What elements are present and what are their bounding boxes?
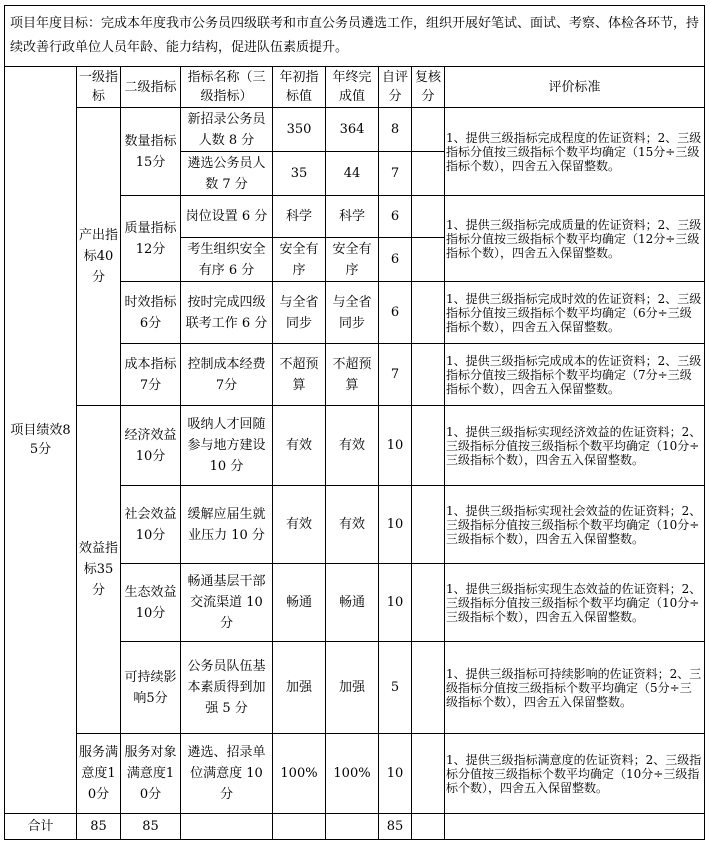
self-score-cell: 8 [379,108,412,152]
total-target [273,814,326,840]
name-cell: 控制成本经费 7分 [181,344,273,406]
self-score-cell: 6 [379,196,412,238]
target-cell: 有效 [273,406,326,486]
review-score-cell [412,564,445,642]
actual-cell: 有效 [326,486,379,564]
criteria-cell: 1、提供三级指标完成成本的佐证资料；2、三级指标分值按三级指标个数平均确定（7分÷三级指标个数），四舍五入保留整数。 [445,344,705,406]
level2-cell: 服务对象满意度10分 [121,734,181,814]
name-cell: 岗位设置 6 分 [181,196,273,238]
actual-cell: 安全有序 [326,238,379,282]
review-score-cell [412,282,445,344]
self-score-cell: 10 [379,486,412,564]
level1-satisfaction: 服务满意度10分 [77,734,121,814]
self-score-cell: 10 [379,564,412,642]
level1-output: 产出指标40分 [77,108,121,406]
total-actual [326,814,379,840]
criteria-cell: 1、提供三级指标可持续影响的佐证资料；2、三级指标分值按三级指标个数平均确定（5分÷三级指标个数），四舍五入保留整数。 [445,642,705,734]
name-cell: 按时完成四级联考工作 6 分 [181,282,273,344]
header-review-score: 复核分 [412,67,445,108]
table-row [5,108,705,152]
target-cell: 有效 [273,486,326,564]
review-score-cell [412,344,445,406]
level1-benefit: 效益指标35分 [77,406,121,734]
total-name [181,814,273,840]
target-cell: 科学 [273,196,326,238]
actual-cell: 44 [326,152,379,196]
name-cell: 遴选、招录单位满意度 10 分 [181,734,273,814]
level2-cell: 质量指标12分 [121,196,181,282]
header-row [5,67,705,108]
target-cell: 加强 [273,642,326,734]
name-cell: 公务员队伍基本素质得到加强 5 分 [181,642,273,734]
name-cell: 考生组织安全有序 6 分 [181,238,273,282]
criteria-cell: 1、提供三级指标完成程度的佐证资料；2、三级指标分值按三级指标个数平均确定（15分÷三级指标个数），四舍五入保留整数。 [445,108,705,196]
name-cell: 吸纳人才回随参与地方建设 10 分 [181,406,273,486]
self-score-cell: 6 [379,238,412,282]
criteria-cell: 1、提供三级指标实现社会效益的佐证资料；2、三级指标分值按三级指标个数平均确定（10分÷三级指标个数），四舍五入保留整数。 [445,486,705,564]
criteria-cell: 1、提供三级指标完成质量的佐证资料；2、三级指标分值按三级指标个数平均确定（12分÷三级指标个数），四舍五入保留整数。 [445,196,705,282]
total-level1: 85 [77,814,121,840]
header-criteria: 评价标准 [445,67,705,108]
review-score-cell [412,152,445,196]
review-score-cell [412,196,445,238]
review-score-cell [412,734,445,814]
review-score-cell [412,108,445,152]
review-score-cell [412,406,445,486]
header-target: 年初指标值 [273,67,326,108]
category-cell: 项目绩效85分 [5,67,77,814]
total-criteria [445,814,705,840]
self-score-cell: 6 [379,282,412,344]
target-cell: 35 [273,152,326,196]
name-cell: 新招录公务员人数 8 分 [181,108,273,152]
criteria-cell: 1、提供三级指标满意度的佐证资料；2、三级指标分值按三级指标个数平均确定（10分÷三级指标个数），四舍五入保留整数。 [445,734,705,814]
level2-cell: 数量指标15分 [121,108,181,196]
header-level1: 一级指标 [77,67,121,108]
total-row [5,814,705,840]
total-self-score: 85 [379,814,412,840]
target-cell: 100% [273,734,326,814]
criteria-cell: 1、提供三级指标实现生态效益的佐证资料；2、三级指标分值按三级指标个数平均确定（10分÷三级指标个数），四舍五入保留整数。 [445,564,705,642]
target-cell: 畅通 [273,564,326,642]
level2-cell: 成本指标7分 [121,344,181,406]
self-score-cell: 7 [379,152,412,196]
self-score-cell: 10 [379,406,412,486]
project-goal: 项目年度目标：完成本年度我市公务员四级联考和市直公务员遴选工作，组织开展好笔试、面试、考察、体检各环节，持续改善行政单位人员年龄、能力结构，促进队伍素质提升。 [5,6,705,67]
actual-cell: 科学 [326,196,379,238]
review-score-cell [412,642,445,734]
total-label: 合计 [5,814,77,840]
actual-cell: 有效 [326,406,379,486]
self-score-cell: 7 [379,344,412,406]
criteria-cell: 1、提供三级指标实现经济效益的佐证资料；2、三级指标分值按三级指标个数平均确定（10分÷三级指标个数），四舍五入保留整数。 [445,406,705,486]
review-score-cell [412,238,445,282]
target-cell: 安全有序 [273,238,326,282]
self-score-cell: 5 [379,642,412,734]
level2-cell: 生态效益10分 [121,564,181,642]
level2-cell: 时效指标6分 [121,282,181,344]
actual-cell: 畅通 [326,564,379,642]
actual-cell: 与全省同步 [326,282,379,344]
review-score-cell [412,486,445,564]
name-cell: 畅通基层干部交流渠道 10 分 [181,564,273,642]
actual-cell: 100% [326,734,379,814]
name-cell: 遴选公务员人数 7 分 [181,152,273,196]
table-row [5,406,705,486]
header-self-score: 自评分 [379,67,412,108]
criteria-cell: 1、提供三级指标完成时效的佐证资料；2、三级指标分值按三级指标个数平均确定（6分÷三级指标个数），四舍五入保留整数。 [445,282,705,344]
target-cell: 与全省同步 [273,282,326,344]
target-cell: 不超预算 [273,344,326,406]
total-review-score [412,814,445,840]
target-cell: 350 [273,108,326,152]
name-cell: 缓解应届生就业压力 10 分 [181,486,273,564]
table-row [5,734,705,814]
header-actual: 年终完成值 [326,67,379,108]
level2-cell: 社会效益10分 [121,486,181,564]
total-level2: 85 [121,814,181,840]
performance-table [4,5,705,840]
level2-cell: 经济效益10分 [121,406,181,486]
actual-cell: 不超预算 [326,344,379,406]
self-score-cell: 10 [379,734,412,814]
actual-cell: 加强 [326,642,379,734]
header-level2: 二级指标 [121,67,181,108]
header-name: 指标名称（三级指标） [181,67,273,108]
level2-cell: 可持续影响5分 [121,642,181,734]
actual-cell: 364 [326,108,379,152]
